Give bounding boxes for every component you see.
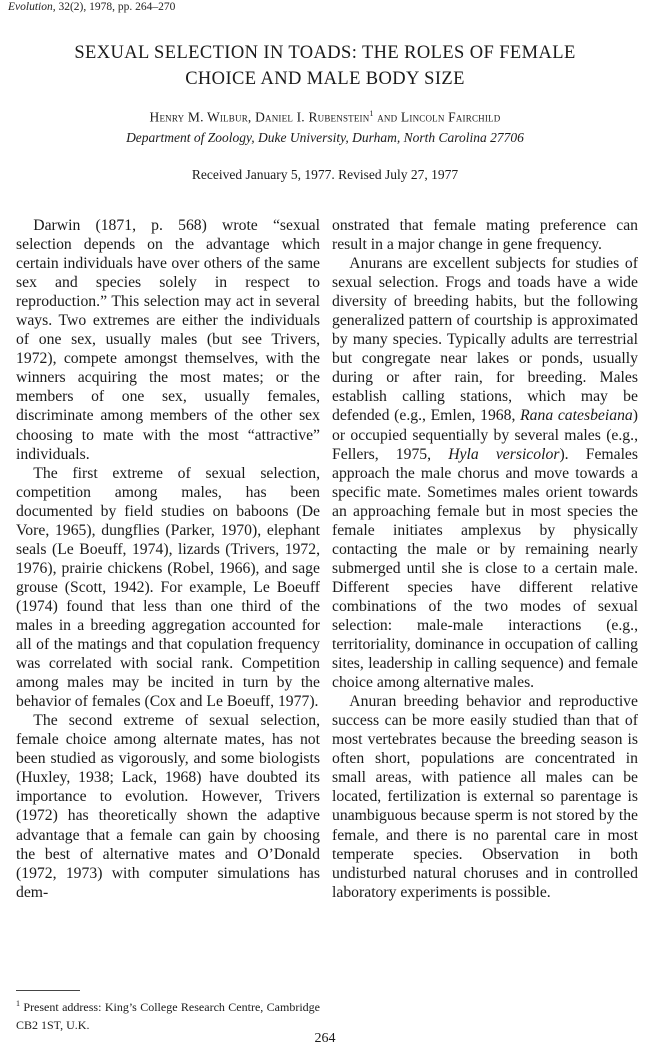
author-3-name: incoln Fairchild — [409, 109, 501, 125]
paragraph-breeding-behavior: Anuran breeding behavior and reproductive success can be more easily studied than that of most vertebrates because the breeding season is often short, populations are concentrated in small areas, with patience all males can be located, fertilization is external so parentage is unambiguous because sperm is not stored by the female, and there is no parental care in most temperate species. Observation in both undisturbed natural choruses and in controlled laboratory experiments is possible. — [332, 693, 638, 901]
footnote-mark: 1 — [16, 999, 20, 1008]
title-line-2: CHOICE AND MALE BODY SIZE — [185, 69, 465, 89]
anurans-text-a: Anurans are excellent subjects for studies of sexual selection. Frogs and toads have a wide diversity of breeding habits, but the following generalized pattern of courtship is approximated by many species. Typically adults are terrestrial but congregate near lakes or ponds, usually during or after rain, for breeding. Males establish calling stations, which may be defended (e.g., Emlen, 1968, — [332, 255, 638, 425]
anurans-text-b: ) or occupied sequentially by several males (e.g., Fellers, 1975, — [332, 407, 639, 463]
anurans-text-c: ). Females approach the male chorus and move towards a specific mate. Sometimes males orient towards an approaching female but in most species the female initiates amplexus by physically contacting the male or by remaining nearly submerged until she is close to a certain male. Different species have different relative combinations of the two modes of sexual selection: male-male interactions (e.g., territoriality, dominance in occupation of calling sites, leadership in calling sequence) and female choice among alternative males. — [332, 445, 638, 692]
received-dates: Received January 5, 1977. Revised July 27, 1977 — [191, 167, 459, 182]
author-list — [0, 109, 650, 126]
author-2-initial: D — [255, 109, 266, 125]
page-number: 264 — [314, 1031, 336, 1046]
paragraph-anurans — [332, 254, 638, 692]
author-1-name: enry M. Wilbur, — [159, 109, 252, 125]
species-rana: Rana catesbeiana — [520, 407, 633, 425]
author-1-initial: H — [149, 109, 160, 125]
title-line-1: SEXUAL SELECTION IN TOADS: THE ROLES OF FEMALE — [74, 43, 576, 63]
author-3-initial: L — [400, 109, 410, 125]
author-conjunction: and — [377, 109, 398, 125]
footnote-text: Present address: King’s College Research Centre, Cambridge CB2 1ST, U.K. — [16, 1000, 320, 1032]
footnote — [16, 995, 320, 1034]
footnote-divider — [16, 990, 80, 991]
left-column — [16, 216, 320, 902]
paragraph-continuation: onstrated that female mating preference can result in a major change in gene frequency. — [332, 217, 638, 254]
right-column — [332, 216, 638, 902]
species-hyla: Hyla versicolor — [448, 445, 560, 463]
affiliation: Department of Zoology, Duke University, Durham, North Carolina 27706 — [126, 130, 524, 145]
author-2-footnote-mark: 1 — [369, 109, 374, 118]
paper-title — [0, 40, 650, 92]
author-2-name: aniel I. Rubenstein — [265, 109, 370, 125]
journal-citation: 32(2), 1978, pp. 264–270 — [58, 1, 176, 13]
journal-name: Evolution, — [8, 1, 56, 13]
paragraph-male-competition: The first extreme of sexual selection, competition among males, has been documented by field studies on baboons (De Vore, 1965), dungflies (Parker, 1970), elephant seals (Le Boeuff, 1974), lizards (Trivers, 1972, 1976), prairie chickens (Robel, 1966), and sage grouse (Scott, 1942). For example, Le Boeuff (1974) found that less than one third of the males in a breeding aggregation accounted for all of the matings and that copulation frequency was correlated with social rank. Competition among males may be incited in turn by the behavior of females (Cox and Le Boeuff, 1977). — [16, 464, 320, 711]
paragraph-female-choice: The second extreme of sexual selection, female choice among alternate mates, has not been studied as vigorously, and some biologists (Huxley, 1938; Lack, 1968) have doubted its importance to evolution. However, Trivers (1972) has theoretically shown the adaptive advantage that a female can gain by choosing the best of alternative mates and O’Donald (1972, 1973) with computer simulations has dem- — [16, 712, 320, 901]
paragraph-intro: Darwin (1871, p. 568) wrote “sexual selection depends on the advantage which certain individuals have over others of the same sex and species solely in respect to reproduction.” This selection may act in several ways. Two extremes are either the individuals of one sex, usually males (but see Trivers, 1972), compete amongst themselves, with the winners acquiring the most mates; or the members of one sex, usually females, discriminate among members of the other sex choosing to mate with the most “attractive” individuals. — [16, 217, 320, 463]
running-header — [8, 1, 175, 13]
